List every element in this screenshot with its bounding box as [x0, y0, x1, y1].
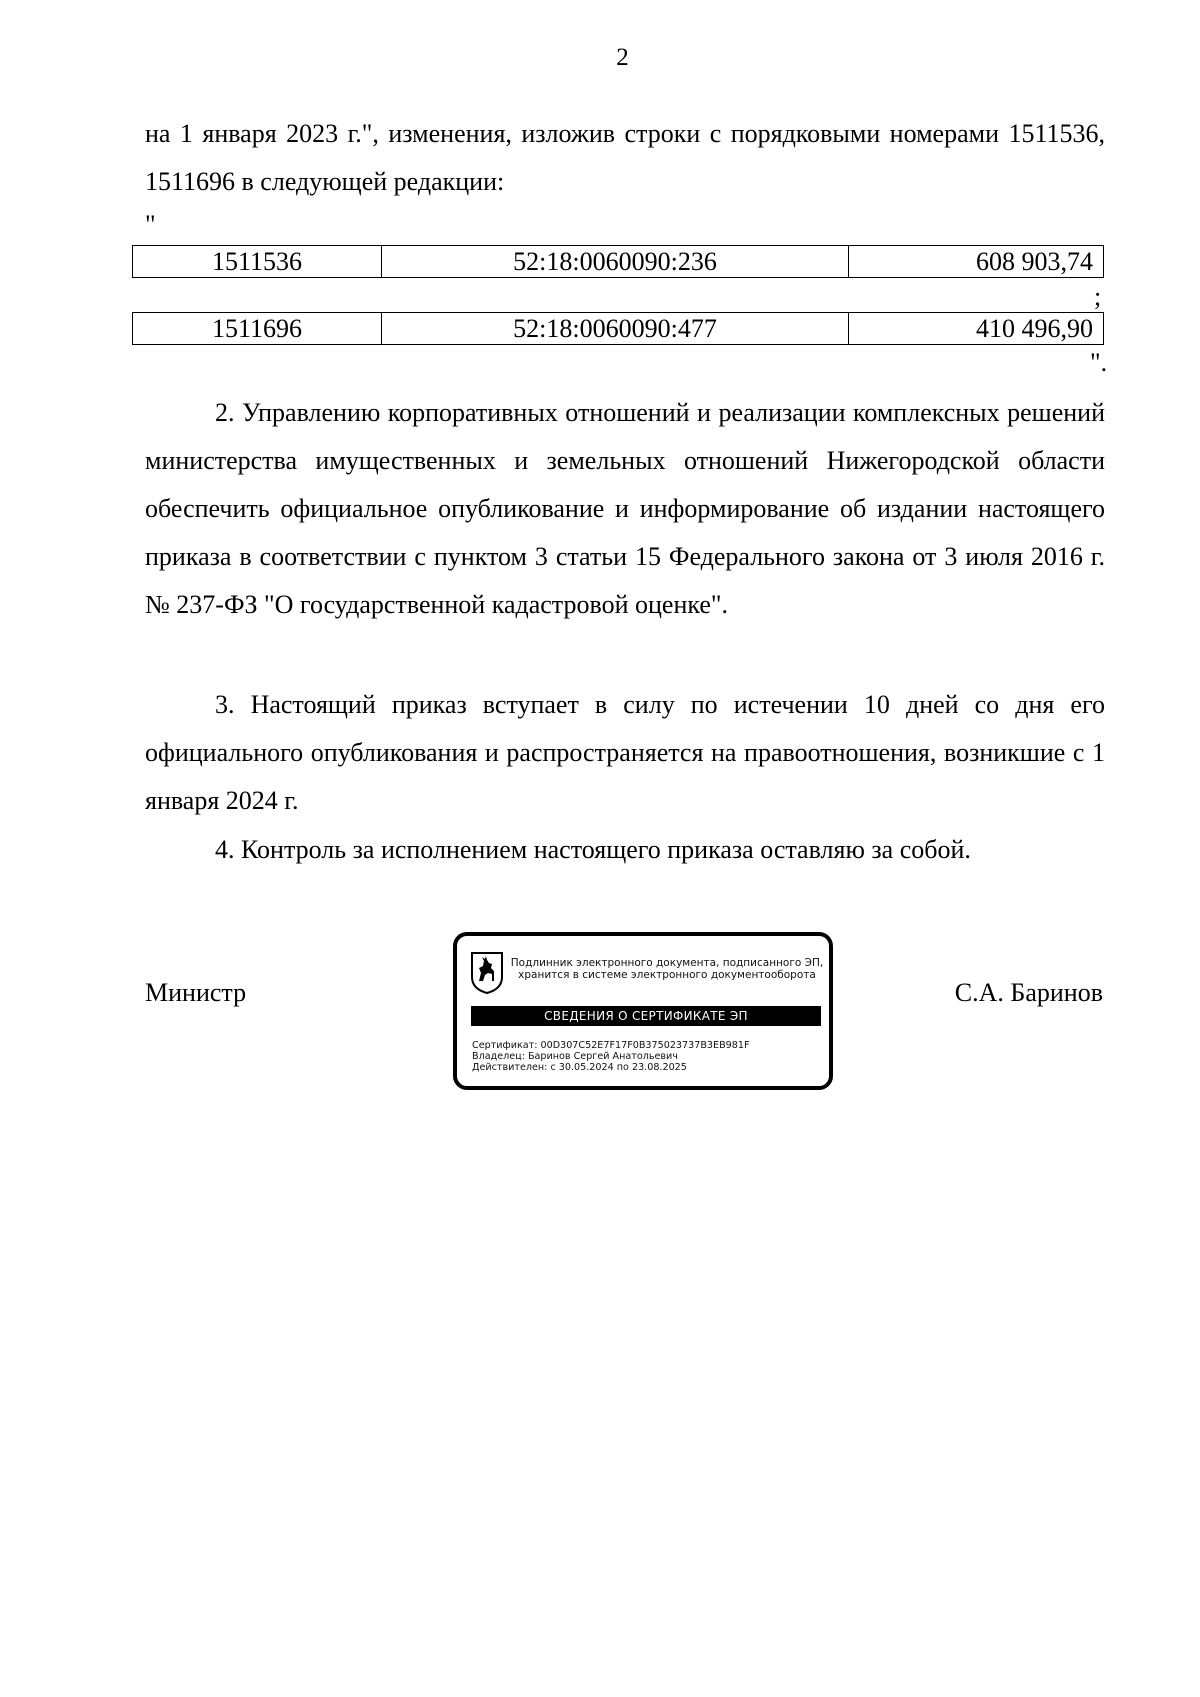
- certificate-owner: Владелец: Баринов Сергей Анатольевич: [472, 1051, 678, 1062]
- stamp-certificate-info: [472, 1040, 750, 1073]
- row-number-cell: 1511696: [133, 313, 382, 345]
- signatory-position: Министр: [145, 978, 247, 1007]
- row-separator: ;: [1094, 282, 1102, 311]
- electronic-signature-stamp: [453, 932, 833, 1090]
- stamp-header-line: хранится в системе электронного документооборота: [518, 969, 816, 981]
- certificate-validity: Действителен: с 30.05.2024 по 23.08.2025: [472, 1062, 687, 1073]
- open-quote: ": [145, 210, 156, 239]
- page-number: 2: [616, 44, 629, 71]
- table-row-2: [132, 312, 1104, 345]
- cadastral-value-cell: 608 903,74: [849, 246, 1104, 278]
- stamp-title-bar: СВЕДЕНИЯ О СЕРТИФИКАТЕ ЭП: [471, 1006, 821, 1026]
- paragraph-3: 3. Настоящий приказ вступает в силу по истечении 10 дней со дня его официального опубликования и распространяется на правоотношения, возникшие с 1 января 2024 г.: [145, 690, 1105, 815]
- signatory-name: С.А. Баринов: [954, 978, 1103, 1007]
- certificate-id: Сертификат: 00D307C52E7F17F0B375023737B3EB981F: [472, 1040, 750, 1051]
- table-row-1: [132, 245, 1104, 278]
- cadastral-number-cell: 52:18:0060090:477: [382, 313, 849, 345]
- cadastral-number-cell: 52:18:0060090:236: [382, 246, 849, 278]
- paragraph-4: 4. Контроль за исполнением настоящего приказа оставляю за собой.: [215, 835, 971, 864]
- stamp-header: [507, 957, 827, 981]
- coat-of-arms-icon: [470, 951, 504, 995]
- stamp-header-line: Подлинник электронного документа, подписанного ЭП,: [510, 957, 824, 969]
- close-quote: ".: [1090, 348, 1108, 377]
- paragraph-2: 2. Управлению корпоративных отношений и реализации комплексных решений министерства имущественных и земельных отношений Нижегородской области обеспечить официальное опубликование и информирование об издании настоящего приказа в соответствии с пунктом 3 статьи 15 Федерального закона от 3 июля 2016 г. № 237-ФЗ "О государственной кадастровой оценке".: [145, 398, 1105, 619]
- cadastral-value-cell: 410 496,90: [849, 313, 1104, 345]
- row-number-cell: 1511536: [133, 246, 382, 278]
- intro-paragraph: на 1 января 2023 г.", изменения, изложив строки с порядковыми номерами 1511536, 1511696 в следующей редакции:: [145, 119, 1105, 196]
